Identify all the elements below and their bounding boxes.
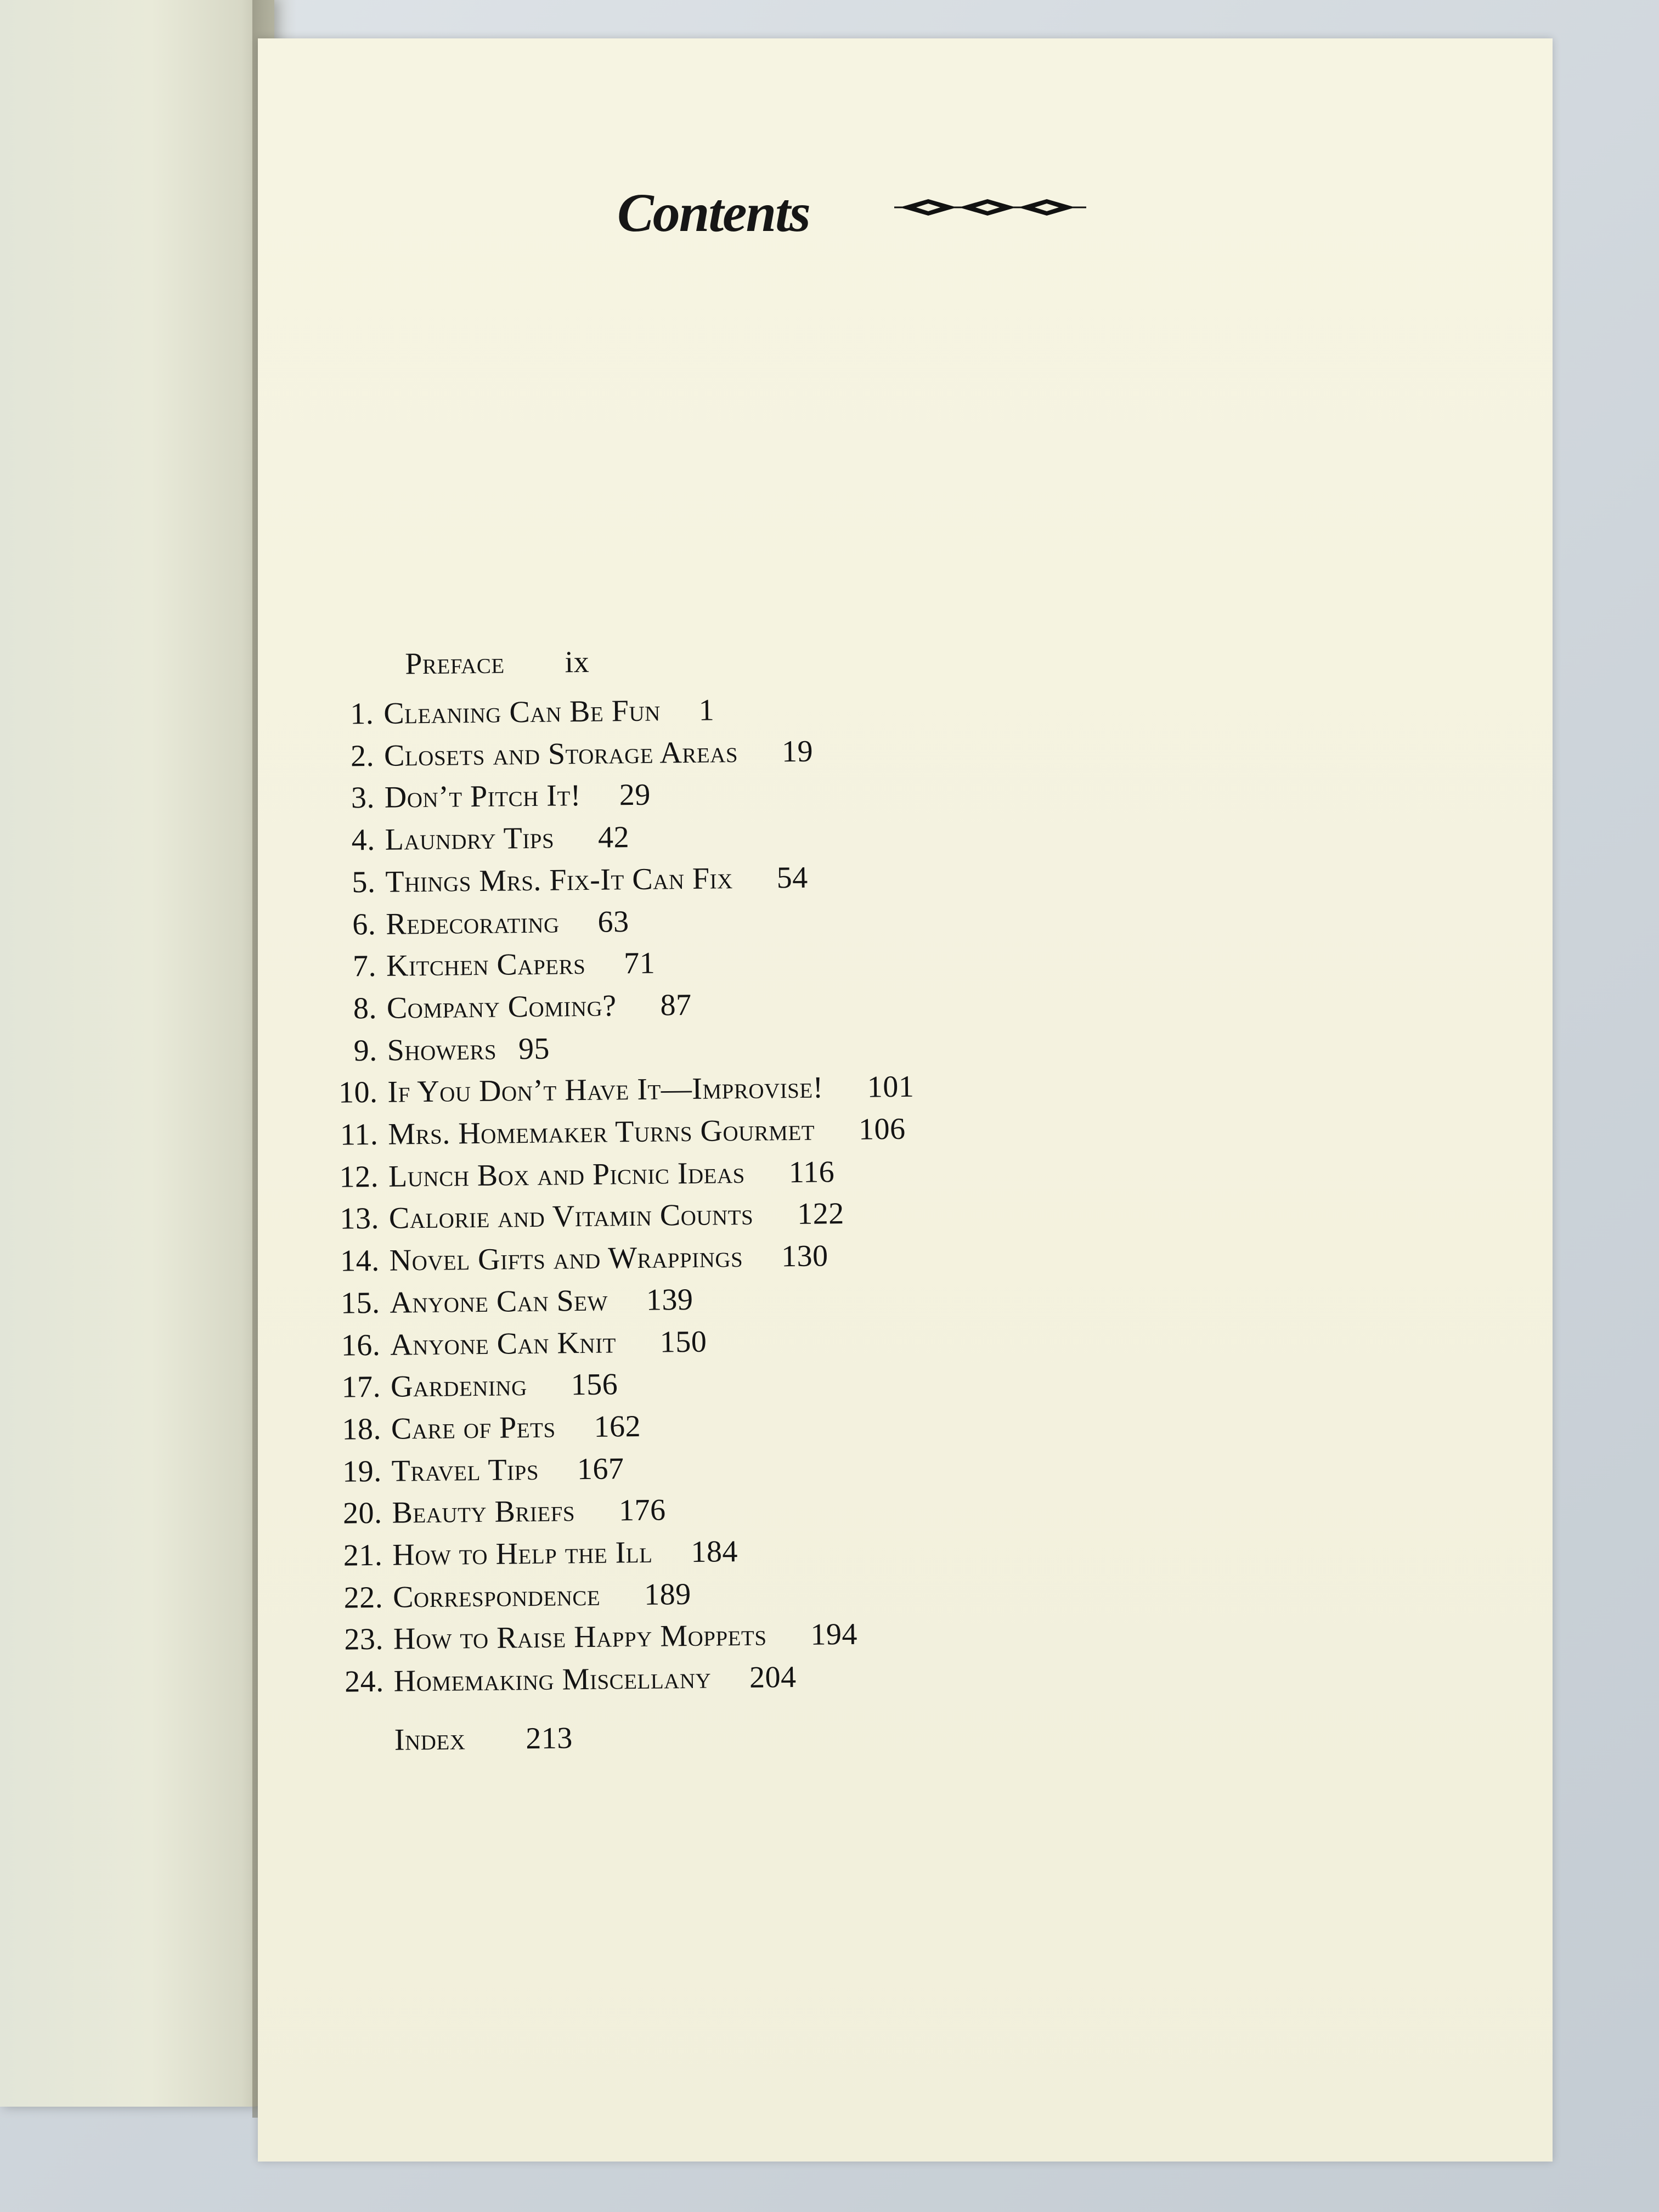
- toc-entry-chapter-6: [321, 904, 629, 943]
- toc-entry-number: 4.: [351, 823, 376, 857]
- toc-entry-title: Anyone Can Knit: [390, 1325, 617, 1362]
- toc-entry-page: 19: [781, 734, 814, 769]
- toc-entry-chapter-22: [328, 1577, 691, 1616]
- toc-entry-chapter-14: [324, 1238, 828, 1279]
- toc-entry-label: Index: [394, 1722, 466, 1757]
- toc-entry-title: Company Coming?: [386, 989, 617, 1025]
- toc-entry-title: How to Raise Happy Moppets: [393, 1618, 767, 1657]
- toc-entry-number: 2.: [350, 738, 375, 774]
- toc-entry-chapter-10: [323, 1069, 914, 1110]
- toc-entry-number: 18.: [342, 1412, 382, 1447]
- toc-entry-page: 42: [597, 820, 630, 855]
- toc-entry-title: Mrs. Homemaker Turns Gourmet: [387, 1113, 815, 1152]
- toc-entry-number: 16.: [341, 1328, 381, 1363]
- toc-entry-page: 63: [597, 904, 629, 939]
- toc-entry-number: 21.: [343, 1538, 383, 1573]
- toc-entry-page: 1: [698, 693, 715, 727]
- toc-entry-number: 5.: [352, 865, 376, 900]
- toc-entry-chapter-12: [324, 1154, 835, 1195]
- toc-entry-page: 54: [776, 860, 809, 895]
- toc-entry-title: Travel Tips: [391, 1452, 539, 1488]
- toc-entry-chapter-24: [329, 1660, 796, 1700]
- toc-entry-page: 189: [644, 1577, 691, 1612]
- toc-entry-title: Gardening: [390, 1368, 528, 1404]
- toc-entry-page: 194: [810, 1617, 858, 1652]
- toc-entry-chapter-1: [319, 692, 715, 732]
- toc-entry-page: 29: [619, 778, 651, 812]
- toc-entry-title: Closets and Storage Areas: [383, 735, 738, 773]
- toc-entry-label: Preface: [405, 646, 505, 681]
- left-page: [0, 0, 274, 2107]
- toc-entry-chapter-19: [326, 1451, 624, 1489]
- toc-entry-page: ix: [565, 645, 590, 680]
- toc-entry-chapter-2: [319, 733, 814, 774]
- toc-entry-number: 20.: [342, 1496, 382, 1531]
- toc-entry-chapter-17: [326, 1367, 618, 1406]
- toc-entry-title: Beauty Briefs: [392, 1494, 575, 1530]
- diamond-ornament-icon: [894, 195, 1086, 220]
- toc-entry-chapter-5: [320, 860, 808, 900]
- toc-entry-title: Lunch Box and Picnic Ideas: [388, 1155, 746, 1194]
- toc-entry-number: 19.: [342, 1454, 382, 1489]
- toc-entry-title: If You Don’t Have It—Improvise!: [387, 1070, 824, 1110]
- toc-entry-chapter-13: [324, 1196, 844, 1237]
- toc-entry-page: 95: [518, 1031, 550, 1066]
- toc-entry-chapter-18: [326, 1409, 641, 1447]
- toc-entry-page: 106: [858, 1111, 906, 1147]
- toc-entry-title: Homemaking Miscellany: [393, 1661, 712, 1699]
- toc-entry-title: Cleaning Can Be Fun: [383, 693, 661, 731]
- toc-entry-number: 8.: [353, 991, 377, 1026]
- toc-entry-number: 9.: [353, 1033, 378, 1068]
- toc-entry-number: 15.: [340, 1285, 380, 1321]
- toc-entry-title: How to Help the Ill: [392, 1535, 653, 1572]
- toc-entry-page: 139: [646, 1282, 693, 1317]
- toc-entry-chapter-7: [321, 946, 656, 984]
- toc-entry-chapter-15: [325, 1282, 693, 1321]
- toc-entry-number: 22.: [343, 1580, 383, 1615]
- toc-entry-number: 3.: [351, 781, 375, 815]
- toc-entry-page: 116: [788, 1154, 835, 1189]
- toc-entry-chapter-11: [323, 1111, 906, 1153]
- toc-entry-number: 13.: [340, 1201, 380, 1237]
- toc-entry-chapter-23: [329, 1617, 858, 1657]
- toc-entry-title: Correspondence: [392, 1578, 601, 1615]
- toc-entry-chapter-8: [322, 988, 692, 1026]
- toc-entry-number: 14.: [340, 1243, 380, 1278]
- toc-entry-page: 156: [571, 1367, 618, 1402]
- toc-entry-title: Laundry Tips: [385, 821, 555, 857]
- toc-entry-index: [394, 1720, 573, 1757]
- toc-entry-page: 176: [618, 1493, 666, 1528]
- toc-entry-page: 167: [577, 1451, 624, 1486]
- toc-entry-number: 24.: [344, 1664, 385, 1699]
- toc-entry-title: Showers: [387, 1032, 497, 1068]
- toc-entry-chapter-20: [327, 1493, 666, 1531]
- page-title: Contents: [617, 182, 810, 243]
- toc-entry-page: 71: [623, 946, 656, 981]
- toc-entry-chapter-16: [325, 1324, 707, 1363]
- toc-entry-number: 17.: [341, 1370, 381, 1404]
- toc-entry-chapter-9: [322, 1031, 550, 1068]
- toc-entry-number: 7.: [352, 949, 377, 984]
- toc-entry-title: Calorie and Vitamin Counts: [388, 1198, 754, 1236]
- toc-entry-page: 87: [660, 988, 692, 1023]
- toc-entry-number: 23.: [344, 1622, 384, 1657]
- toc-entry-page: 213: [525, 1721, 573, 1756]
- toc-entry-chapter-4: [320, 820, 629, 858]
- toc-entry-title: Redecorating: [385, 905, 560, 941]
- toc-entry-page: 184: [691, 1534, 738, 1569]
- toc-entry-preface: [405, 645, 589, 682]
- toc-entry-title: Kitchen Capers: [386, 947, 586, 983]
- toc-entry-title: Care of Pets: [391, 1410, 556, 1446]
- toc-entry-page: 162: [594, 1409, 641, 1444]
- toc-entry-title: Novel Gifts and Wrappings: [389, 1240, 743, 1278]
- toc-entry-number: 6.: [352, 907, 376, 941]
- toc-entry-page: 122: [797, 1197, 844, 1232]
- toc-entry-page: 130: [781, 1239, 828, 1274]
- toc-entry-number: 1.: [349, 696, 374, 731]
- toc-entry-page: 101: [867, 1069, 915, 1104]
- toc-entry-number: 10.: [338, 1075, 378, 1110]
- toc-entry-page: 204: [749, 1660, 797, 1695]
- toc-entry-number: 11.: [340, 1117, 379, 1152]
- toc-entry-title: Things Mrs. Fix-It Can Fix: [385, 861, 733, 899]
- toc-entry-chapter-3: [320, 777, 651, 816]
- toc-entry-title: Don’t Pitch It!: [384, 778, 582, 815]
- toc-entry-number: 12.: [339, 1159, 379, 1194]
- toc-entry-page: 150: [659, 1324, 707, 1359]
- toc-entry-title: Anyone Can Sew: [390, 1283, 608, 1320]
- toc-entry-chapter-21: [328, 1534, 738, 1573]
